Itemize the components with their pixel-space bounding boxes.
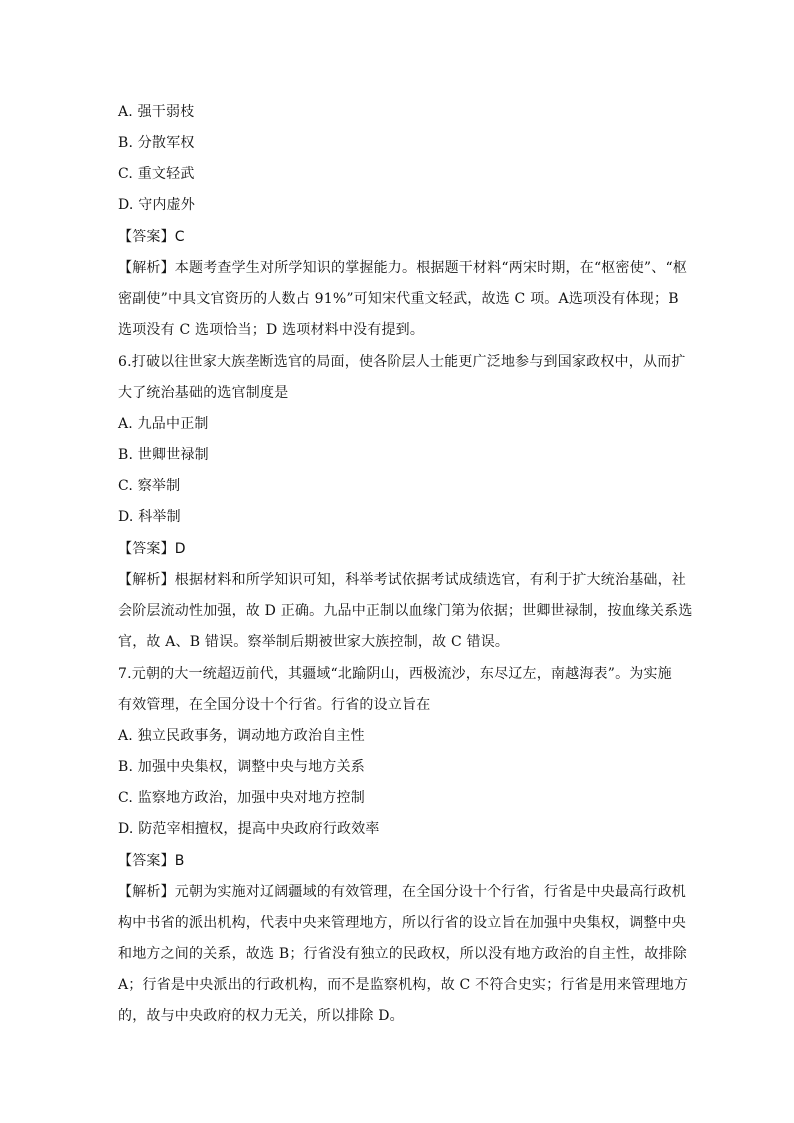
- q7-option-c: C. 监察地方政治，加强中央对地方控制: [118, 790, 365, 806]
- q7-option-b: B. 加强中央集权，调整中央与地方关系: [118, 759, 365, 775]
- q6-option-a: A. 九品中正制: [118, 416, 209, 432]
- q7-stem-line-2: 有效管理，在全国分设十个行省。行省的设立旨在: [118, 697, 431, 713]
- q6-stem-line-1: 6.打破以往世家大族垄断选官的局面，使各阶层人士能更广泛地参与到国家政权中，从而扩: [118, 354, 686, 370]
- q6-stem-line-2: 大了统治基础的选官制度是: [118, 385, 289, 401]
- q6-analysis-line-1: 【解析】根据材料和所学知识可知，科举考试依据考试成绩选官，有利于扩大统治基础，社: [118, 572, 686, 588]
- q6-option-d: D. 科举制: [118, 509, 181, 525]
- q5-option-c: C. 重文轻武: [118, 166, 195, 182]
- q5-option-a: A. 强干弱枝: [118, 104, 195, 120]
- q6-analysis-line-2: 会阶层流动性加强，故 D 正确。九品中正制以血缘门第为依据；世卿世禄制，按血缘关系选: [118, 603, 693, 619]
- q6-option-b: B. 世卿世禄制: [118, 447, 209, 463]
- q7-option-a: A. 独立民政事务，调动地方政治自主性: [118, 728, 365, 744]
- q5-analysis-line-2: 密副使”中具文官资历的人数占 91%”可知宋代重文轻武，故选 C 项。A选项没有体现；B: [118, 291, 679, 307]
- q7-analysis-line-4: A；行省是中央派出的行政机构，而不是监察机构，故 C 不符合史实；行省是用来管理地方: [118, 977, 689, 993]
- q7-analysis-line-2: 构中书省的派出机构，代表中央来管理地方，所以行省的设立旨在加强中央集权，调整中央: [118, 915, 686, 931]
- q6-answer: 【答案】D: [118, 541, 186, 557]
- q7-option-d: D. 防范宰相擅权，提高中央政府行政效率: [118, 821, 380, 837]
- q7-analysis-line-5: 的，故与中央政府的权力无关，所以排除 D。: [118, 1008, 404, 1024]
- q5-option-d: D. 守内虚外: [118, 197, 196, 213]
- q7-stem-line-1: 7.元朝的大一统超迈前代，其疆域“北踰阴山，西极流沙，东尽辽左，南越海表”。为实施: [118, 666, 672, 682]
- q7-analysis-line-1: 【解析】元朝为实施对辽阔疆域的有效管理，在全国分设十个行省，行省是中央最高行政机: [118, 884, 686, 900]
- q5-analysis-line-1: 【解析】本题考查学生对所学知识的掌握能力。根据题干材料“两宋时期，在“枢密使”、“枢: [118, 260, 688, 276]
- q6-analysis-line-3: 官，故 A、B 错误。察举制后期被世家大族控制，故 C 错误。: [118, 634, 510, 650]
- q5-answer: 【答案】C: [118, 229, 185, 245]
- q5-option-b: B. 分散军权: [118, 135, 195, 151]
- q7-analysis-line-3: 和地方之间的关系，故选 B；行省没有独立的民政权，所以没有地方政治的自主性，故排除: [118, 946, 687, 962]
- q7-answer: 【答案】B: [118, 853, 185, 869]
- q6-option-c: C. 察举制: [118, 478, 181, 494]
- q5-analysis-line-3: 选项没有 C 选项恰当；D 选项材料中没有提到。: [118, 322, 425, 338]
